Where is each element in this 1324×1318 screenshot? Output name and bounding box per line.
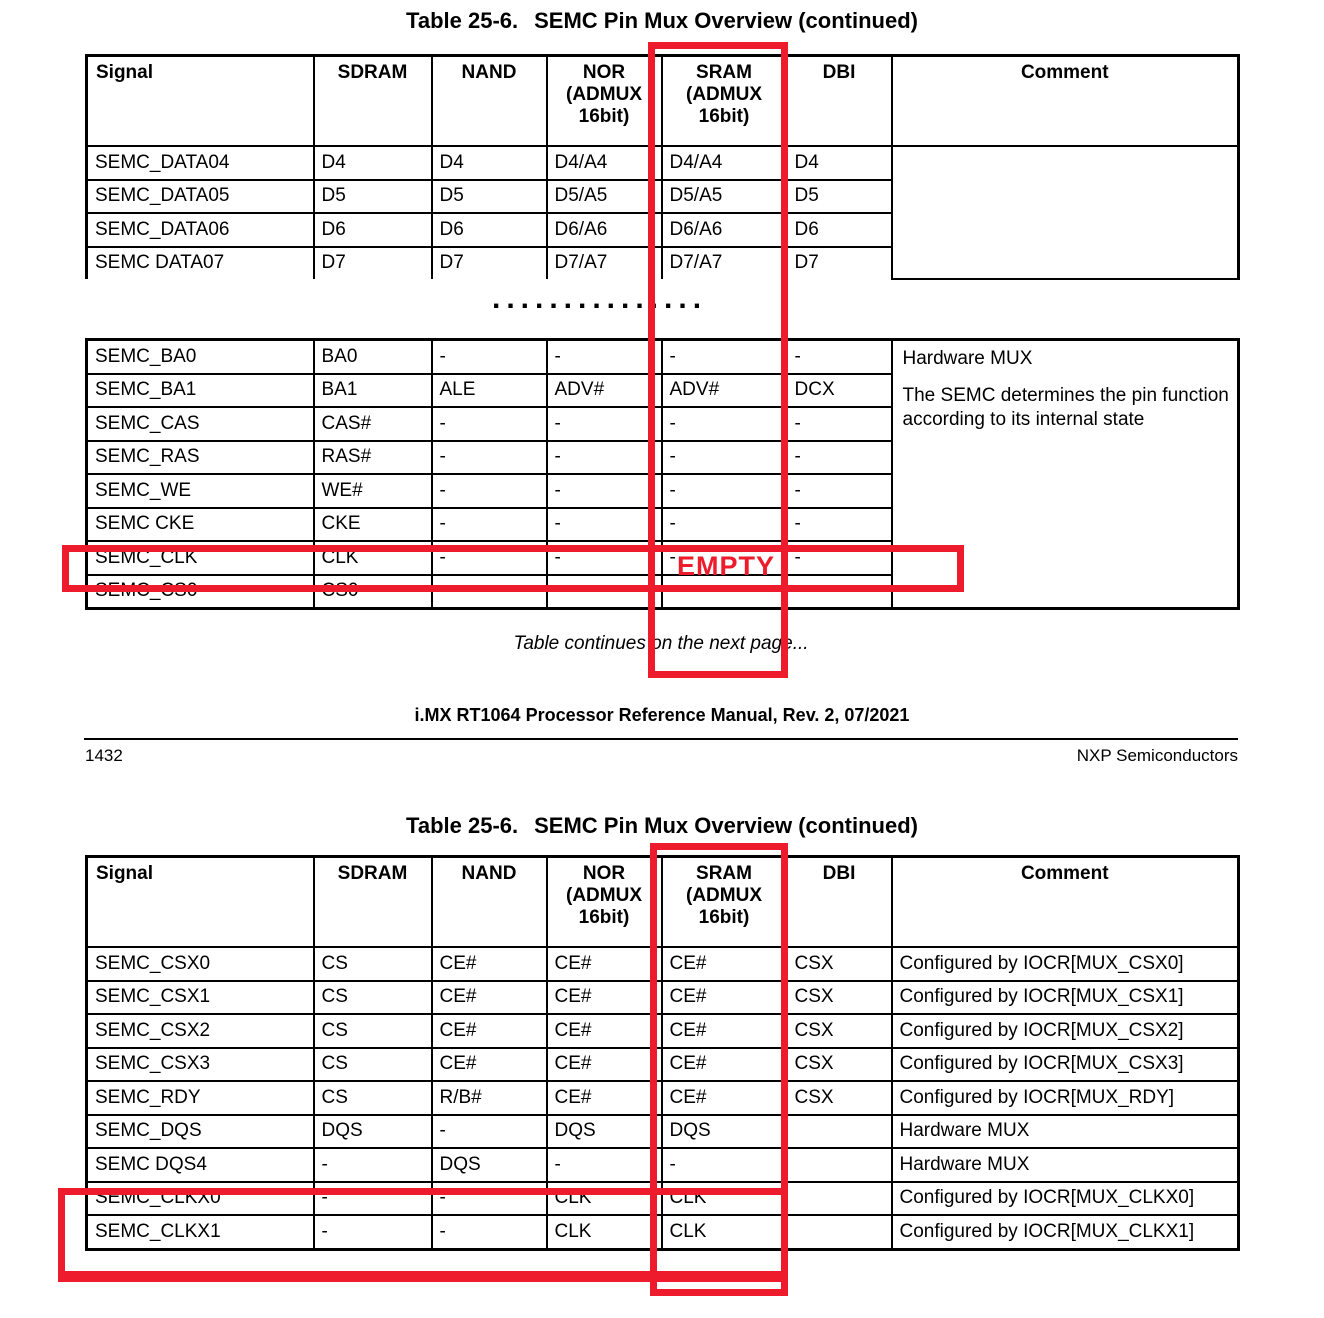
cell-sram: DQS — [662, 1115, 787, 1149]
cell-nor: D5/A5 — [547, 180, 662, 214]
col-header-nand: NAND — [432, 857, 547, 948]
cell-nor: - — [547, 474, 662, 508]
cell-dbi — [787, 1115, 892, 1149]
cell-nor: - — [547, 407, 662, 441]
cell-signal: SEMC_DATA06 — [87, 213, 314, 247]
cell-comment: Configured by IOCR[MUX_CSX2] — [892, 1014, 1239, 1048]
cell-sdram: CS — [314, 947, 432, 981]
cell-nand: CE# — [432, 947, 547, 981]
cell-dbi — [787, 1148, 892, 1182]
cell-nor: DQS — [547, 1115, 662, 1149]
cell-sram: CE# — [662, 981, 787, 1015]
table-caption-bottom — [0, 813, 1324, 839]
cell-signal: SEMC CKE — [87, 508, 314, 542]
cell-nand: - — [432, 407, 547, 441]
cell-nor: D6/A6 — [547, 213, 662, 247]
cell-sdram: D4 — [314, 146, 432, 180]
cell-comment: Configured by IOCR[MUX_RDY] — [892, 1081, 1239, 1115]
page-number: 1432 — [85, 746, 123, 765]
col-header-sdram: SDRAM — [314, 56, 432, 147]
cell-nand: - — [432, 1115, 547, 1149]
cell-sram: D5/A5 — [662, 180, 787, 214]
table-continuation-note: Table continues on the next page... — [513, 633, 809, 654]
comment-title: Hardware MUX — [902, 348, 1033, 369]
cell-dbi: CSX — [787, 1014, 892, 1048]
cell-dbi: D6 — [787, 213, 892, 247]
cell-signal: SEMC_RAS — [87, 441, 314, 475]
cell-dbi: CSX — [787, 1048, 892, 1082]
cell-sdram: WE# — [314, 474, 432, 508]
col-header-nor: NOR (ADMUX 16bit) — [547, 56, 662, 147]
cell-sram: CE# — [662, 1048, 787, 1082]
cell-nor: CE# — [547, 1048, 662, 1082]
cell-comment: Hardware MUX — [892, 1148, 1239, 1182]
cell-signal: SEMC_DATA04 — [87, 146, 314, 180]
cell-sdram: CS — [314, 1014, 432, 1048]
table-caption-label: Table 25-6. — [406, 813, 519, 838]
cell-sdram: RAS# — [314, 441, 432, 475]
cell-dbi — [787, 1182, 892, 1216]
cell-dbi: CSX — [787, 947, 892, 981]
col-header-comment: Comment — [892, 56, 1239, 147]
cell-nand: D7 — [432, 247, 547, 280]
highlight-box-semc-clk-row — [62, 545, 964, 592]
publisher-name: NXP Semiconductors — [1076, 746, 1238, 765]
highlight-box-clkx-rows — [58, 1188, 788, 1282]
cell-signal: SEMC_BA0 — [87, 340, 314, 374]
cell-nor: D4/A4 — [547, 146, 662, 180]
comment-body: The SEMC determines the pin function according to its internal state — [902, 384, 1229, 431]
cell-sram: - — [662, 474, 787, 508]
cell-comment: Configured by IOCR[MUX_CSX0] — [892, 947, 1239, 981]
cell-nand: CE# — [432, 1014, 547, 1048]
cell-signal: SEMC_DQS — [87, 1115, 314, 1149]
cell-nor: CLK — [547, 1182, 662, 1216]
cell-sram: - — [662, 407, 787, 441]
cell-nand: CE# — [432, 981, 547, 1015]
cell-signal: SEMC_BA1 — [87, 374, 314, 408]
cell-comment-merged — [892, 146, 1239, 279]
cell-signal: SEMC DATA07 — [87, 247, 314, 280]
cell-comment: Configured by IOCR[MUX_CLKX0] — [892, 1182, 1239, 1216]
cell-sdram: DQS — [314, 1115, 432, 1149]
cell-nand: - — [432, 1182, 547, 1216]
col-header-sram: SRAM (ADMUX 16bit) — [662, 857, 787, 948]
col-header-signal: Signal — [87, 56, 314, 147]
cell-sdram: CS — [314, 981, 432, 1015]
col-header-signal: Signal — [87, 857, 314, 948]
cell-nand: - — [432, 441, 547, 475]
cell-sdram: - — [314, 1182, 432, 1216]
col-header-sram: SRAM (ADMUX 16bit) — [662, 56, 787, 147]
cell-dbi: - — [787, 474, 892, 508]
cell-signal: SEMC_CLKX1 — [87, 1215, 314, 1249]
cell-nor: CE# — [547, 947, 662, 981]
cell-sram: - — [662, 1148, 787, 1182]
cell-dbi: CSX — [787, 981, 892, 1015]
cell-nor: - — [547, 441, 662, 475]
cell-sram: D7/A7 — [662, 247, 787, 280]
cell-nand: D4 — [432, 146, 547, 180]
cell-comment: Configured by IOCR[MUX_CSX3] — [892, 1048, 1239, 1082]
cell-nor: - — [547, 575, 662, 609]
cell-sram: - — [662, 441, 787, 475]
col-header-nor: NOR (ADMUX 16bit) — [547, 857, 662, 948]
col-header-nand: NAND — [432, 56, 547, 147]
cell-nor: ADV# — [547, 374, 662, 408]
col-header-dbi: DBI — [787, 56, 892, 147]
cell-dbi: D7 — [787, 247, 892, 280]
empty-annotation-label: EMPTY — [677, 551, 776, 581]
cell-dbi: DCX — [787, 374, 892, 408]
cell-nor: CE# — [547, 1014, 662, 1048]
cell-dbi: CSX — [787, 1081, 892, 1115]
col-header-comment: Comment — [892, 857, 1239, 948]
cell-nand: DQS — [432, 1148, 547, 1182]
cell-sdram: CKE — [314, 508, 432, 542]
col-header-sdram: SDRAM — [314, 857, 432, 948]
cell-nand: - — [432, 474, 547, 508]
cell-dbi: - — [787, 441, 892, 475]
cell-signal: SEMC_CSX0 — [87, 947, 314, 981]
cell-signal: SEMC_RDY — [87, 1081, 314, 1115]
cell-signal: SEMC_CSX3 — [87, 1048, 314, 1082]
cell-sram: D4/A4 — [662, 146, 787, 180]
cell-nand: - — [432, 575, 547, 609]
cell-nand: CE# — [432, 1048, 547, 1082]
cell-sdram: CS0 — [314, 575, 432, 609]
cell-sram: - — [662, 340, 787, 374]
cell-comment: Configured by IOCR[MUX_CLKX1] — [892, 1215, 1239, 1249]
cell-nor: - — [547, 1148, 662, 1182]
cell-sram: ADV# — [662, 374, 787, 408]
cell-signal: SEMC_CAS — [87, 407, 314, 441]
table-caption-label: Table 25-6. — [406, 8, 519, 33]
cell-sram: - — [662, 508, 787, 542]
cell-nand: R/B# — [432, 1081, 547, 1115]
cell-comment: Hardware MUX — [892, 1115, 1239, 1149]
cell-signal: SEMC DQS4 — [87, 1148, 314, 1182]
cell-nand: - — [432, 541, 547, 575]
cell-dbi: - — [787, 575, 892, 609]
cell-dbi: - — [787, 407, 892, 441]
cell-sram: D6/A6 — [662, 213, 787, 247]
cell-nand: ALE — [432, 374, 547, 408]
ellipsis-dots: ............... — [492, 282, 708, 315]
cell-sdram: D5 — [314, 180, 432, 214]
table-caption-text: SEMC Pin Mux Overview (continued) — [534, 8, 918, 33]
cell-nor: CE# — [547, 1081, 662, 1115]
cell-sdram: D7 — [314, 247, 432, 280]
cell-signal: SEMC_DATA05 — [87, 180, 314, 214]
table-caption-text: SEMC Pin Mux Overview (continued) — [534, 813, 918, 838]
cell-signal: SEMC_CS0 — [87, 575, 314, 609]
cell-comment: Configured by IOCR[MUX_CSX1] — [892, 981, 1239, 1015]
cell-nand: - — [432, 508, 547, 542]
cell-dbi: - — [787, 541, 892, 575]
cell-sdram: BA1 — [314, 374, 432, 408]
cell-nor: - — [547, 541, 662, 575]
cell-sram: - — [662, 575, 787, 609]
cell-sram: - — [662, 541, 787, 575]
cell-sram: CE# — [662, 1081, 787, 1115]
cell-sdram: - — [314, 1215, 432, 1249]
cell-signal: SEMC_CSX2 — [87, 1014, 314, 1048]
manual-title: i.MX RT1064 Processor Reference Manual, Rev. 2, 07/2021 — [414, 705, 910, 725]
cell-nor: - — [547, 508, 662, 542]
footer-rule — [84, 738, 1238, 740]
cell-sdram: - — [314, 1148, 432, 1182]
cell-sdram: BA0 — [314, 340, 432, 374]
cell-nor: CLK — [547, 1215, 662, 1249]
cell-sram: CLK — [662, 1182, 787, 1216]
cell-signal: SEMC_WE — [87, 474, 314, 508]
table-caption-top — [0, 8, 1324, 34]
cell-sdram: CS — [314, 1081, 432, 1115]
cell-dbi: D4 — [787, 146, 892, 180]
cell-sdram: CAS# — [314, 407, 432, 441]
cell-nand: D5 — [432, 180, 547, 214]
cell-nor: CE# — [547, 981, 662, 1015]
cell-sram: CE# — [662, 1014, 787, 1048]
cell-sram: CLK — [662, 1215, 787, 1249]
cell-dbi — [787, 1215, 892, 1249]
cell-nor: D7/A7 — [547, 247, 662, 280]
cell-sdram: CS — [314, 1048, 432, 1082]
col-header-dbi: DBI — [787, 857, 892, 948]
cell-dbi: - — [787, 340, 892, 374]
cell-nand: - — [432, 1215, 547, 1249]
cell-dbi: D5 — [787, 180, 892, 214]
cell-nand: - — [432, 340, 547, 374]
cell-nor: - — [547, 340, 662, 374]
cell-signal: SEMC_CSX1 — [87, 981, 314, 1015]
cell-sdram: D6 — [314, 213, 432, 247]
cell-signal: SEMC_CLKX0 — [87, 1182, 314, 1216]
cell-signal: SEMC_CLK — [87, 541, 314, 575]
cell-nand: D6 — [432, 213, 547, 247]
cell-sram: CE# — [662, 947, 787, 981]
cell-dbi: - — [787, 508, 892, 542]
cell-sdram: CLK — [314, 541, 432, 575]
